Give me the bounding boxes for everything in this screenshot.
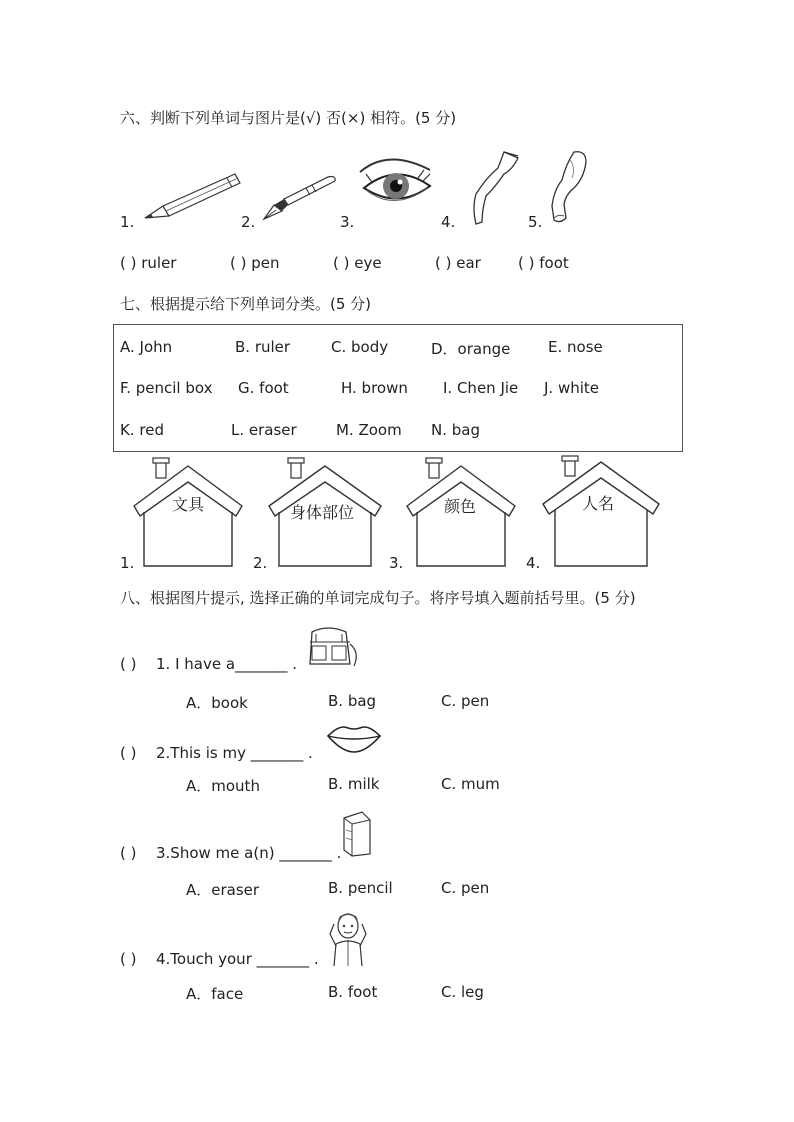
- answer-item[interactable]: ( ) foot: [518, 254, 569, 272]
- option: C. mum: [441, 775, 500, 793]
- bag-icon: [302, 626, 360, 670]
- boy-touching-face-icon: [326, 910, 370, 968]
- section7-title: 七、根据提示给下列单词分类。(5 分): [120, 295, 372, 313]
- word: C. body: [331, 338, 389, 356]
- leg-icon: [468, 150, 524, 226]
- house-number: 1.: [120, 554, 135, 572]
- option: B. bag: [328, 692, 377, 710]
- word: F. pencil box: [120, 379, 213, 397]
- word: K. red: [120, 421, 164, 439]
- answer-paren[interactable]: ( ): [120, 655, 137, 673]
- word: H. brown: [341, 379, 408, 397]
- option: C. leg: [441, 983, 484, 1001]
- question-text: 4.Touch your _______ .: [156, 950, 319, 968]
- eye-icon: [358, 150, 434, 216]
- question-text: 3.Show me a(n) _______ .: [156, 844, 342, 862]
- section8-title: 八、根据图片提示, 选择正确的单词完成句子。将序号填入题前括号里。(5 分): [120, 589, 636, 607]
- house-number: 3.: [389, 554, 404, 572]
- option: A．book: [186, 694, 248, 712]
- answer-item[interactable]: ( ) eye: [333, 254, 382, 272]
- house-label: 颜色: [444, 497, 477, 516]
- answer-item[interactable]: ( ) ear: [435, 254, 481, 272]
- option: A．face: [186, 985, 244, 1003]
- option: C. pen: [441, 692, 490, 710]
- lips-icon: [326, 722, 382, 754]
- house-label: 身体部位: [290, 503, 355, 522]
- item-number: 1.: [120, 213, 135, 231]
- eraser-icon: [340, 808, 374, 858]
- item-number: 3.: [340, 213, 355, 231]
- answer-item[interactable]: ( ) pen: [230, 254, 280, 272]
- question-text: 2.This is my _______ .: [156, 744, 313, 762]
- option: C. pen: [441, 879, 490, 897]
- item-number: 4.: [441, 213, 456, 231]
- word: I. Chen Jie: [443, 379, 519, 397]
- word: M. Zoom: [336, 421, 402, 439]
- word: D．orange: [431, 340, 511, 358]
- answer-item[interactable]: ( ) ruler: [120, 254, 177, 272]
- house-label: 文具: [172, 495, 205, 514]
- house-label: 人名: [582, 494, 615, 513]
- answer-paren[interactable]: ( ): [120, 744, 137, 762]
- option: A．mouth: [186, 777, 260, 795]
- option: A．eraser: [186, 881, 260, 899]
- option: B. foot: [328, 983, 378, 1001]
- house-number: 4.: [526, 554, 541, 572]
- word: B. ruler: [235, 338, 291, 356]
- pencil-icon: [143, 170, 243, 222]
- word: E. nose: [548, 338, 603, 356]
- word: J. white: [544, 379, 600, 397]
- arm-icon: [548, 148, 592, 228]
- word: A. John: [120, 338, 173, 356]
- answer-paren[interactable]: ( ): [120, 844, 137, 862]
- item-number: 5.: [528, 213, 543, 231]
- section6-title: 六、判断下列单词与图片是(√) 否(×) 相符。(5 分): [120, 109, 457, 127]
- word: L. eraser: [231, 421, 297, 439]
- word: N. bag: [431, 421, 480, 439]
- fountain-pen-icon: [262, 175, 338, 221]
- word: G. foot: [238, 379, 289, 397]
- house-number: 2.: [253, 554, 268, 572]
- item-number: 2.: [241, 213, 256, 231]
- option: B. pencil: [328, 879, 393, 897]
- option: B. milk: [328, 775, 380, 793]
- answer-paren[interactable]: ( ): [120, 950, 137, 968]
- question-text: 1. I have a_______ .: [156, 655, 298, 673]
